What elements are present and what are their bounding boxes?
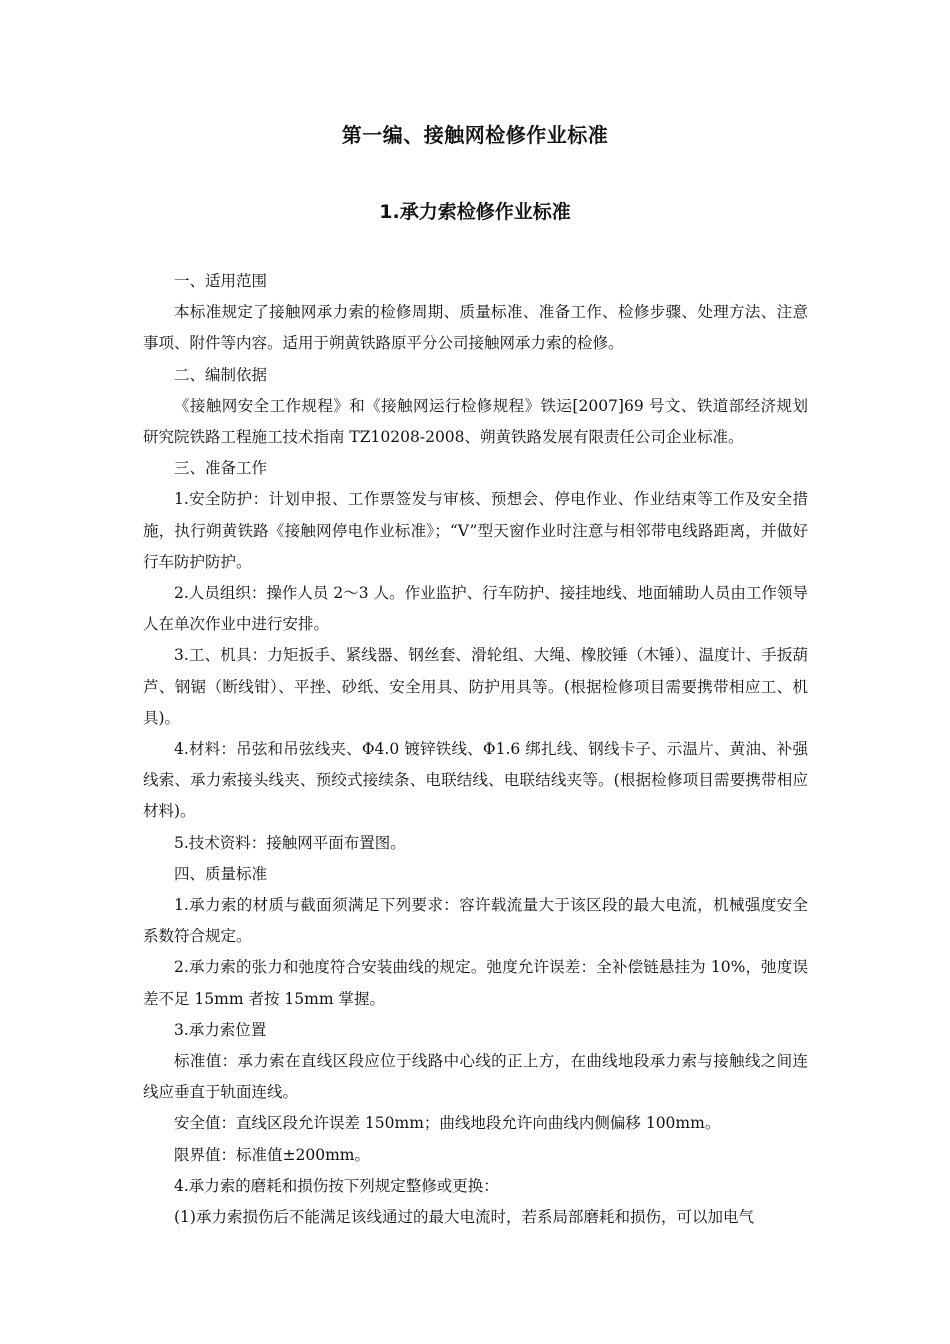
paragraph-safety: 1.安全防护：计划申报、工作票签发与审核、预想会、停电作业、作业结束等工作及安全措施，执行朔黄铁路《接触网停电作业标准》；“V”型天窗作业时注意与相邻带电线路距离，并做好行车防护防护。 (143, 490, 808, 571)
paragraph-technical-docs: 5.技术资料：接触网平面布置图。 (174, 833, 406, 852)
section-heading-scope: 一、适用范围 (174, 272, 268, 290)
paragraph-quality-3: 3.承力索位置 (174, 1020, 267, 1039)
paragraph-basis: 《接触网安全工作规程》和《接触网运行检修规程》铁运[2007]69 号文、铁道部经济规划研究院铁路工程施工技术指南 TZ10208-2008、朔黄铁路发展有限责任公司企业标准。 (143, 396, 808, 447)
paragraph-quality-4: 4.承力索的磨耗和损伤按下列规定整修或更换： (174, 1176, 499, 1195)
paragraph-personnel: 2.人员组织：操作人员 2～3 人。作业监护、行车防护、接挂地线、地面辅助人员由工作领导人在单次作业中进行安排。 (143, 584, 808, 634)
document-title: 第一编、接触网检修作业标准 (341, 123, 609, 147)
paragraph-materials: 4.材料：吊弦和吊弦线夹、Φ4.0 镀锌铁线、Φ1.6 绑扎线、钢线卡子、示温片、黄油、补强线索、承力索接头线夹、预绞式接续条、电联结线、电联结线夹等。(根据检修项目需要携带相应材料)。 (143, 740, 808, 821)
paragraph-standard-value: 标准值：承力索在直线区段应位于线路中心线的正上方，在曲线地段承力索与接触线之间连线应垂直于轨面连线。 (143, 1052, 808, 1102)
paragraph-tools: 3.工、机具：力矩扳手、紧线器、钢丝套、滑轮组、大绳、橡胶锤（木锤）、温度计、手扳葫芦、钢锯（断线钳）、平挫、砂纸、安全用具、防护用具等。(根据检修项目需要携带相应工、机具)。 (143, 646, 808, 727)
paragraph-quality-4-1: (1)承力索损伤后不能满足该线通过的最大电流时，若系局部磨耗和损伤，可以加电气 (174, 1208, 754, 1227)
section-heading-preparation: 三、准备工作 (174, 459, 268, 478)
section-title: 1.承力索检修作业标准 (379, 201, 571, 223)
document-body (143, 266, 808, 1233)
section-heading-quality: 四、质量标准 (174, 864, 268, 883)
paragraph-quality-1: 1.承力索的材质与截面须满足下列要求：容许载流量大于该区段的最大电流，机械强度安全系数符合规定。 (143, 896, 808, 946)
paragraph-quality-2: 2.承力索的张力和弛度符合安装曲线的规定。弛度允许误差：全补偿链悬挂为 10%，弛度误差不足 15mm 者按 15mm 掌握。 (143, 958, 808, 1008)
paragraph-scope: 本标准规定了接触网承力索的检修周期、质量标准、准备工作、检修步骤、处理方法、注意事项、附件等内容。适用于朔黄铁路原平分公司接触网承力索的检修。 (143, 303, 808, 353)
section-heading-basis: 二、编制依据 (174, 365, 268, 384)
paragraph-safety-value: 安全值：直线区段允许误差 150mm；曲线地段允许向曲线内侧偏移 100mm。 (174, 1114, 721, 1133)
paragraph-limit-value: 限界值：标准值±200mm。 (174, 1145, 370, 1164)
